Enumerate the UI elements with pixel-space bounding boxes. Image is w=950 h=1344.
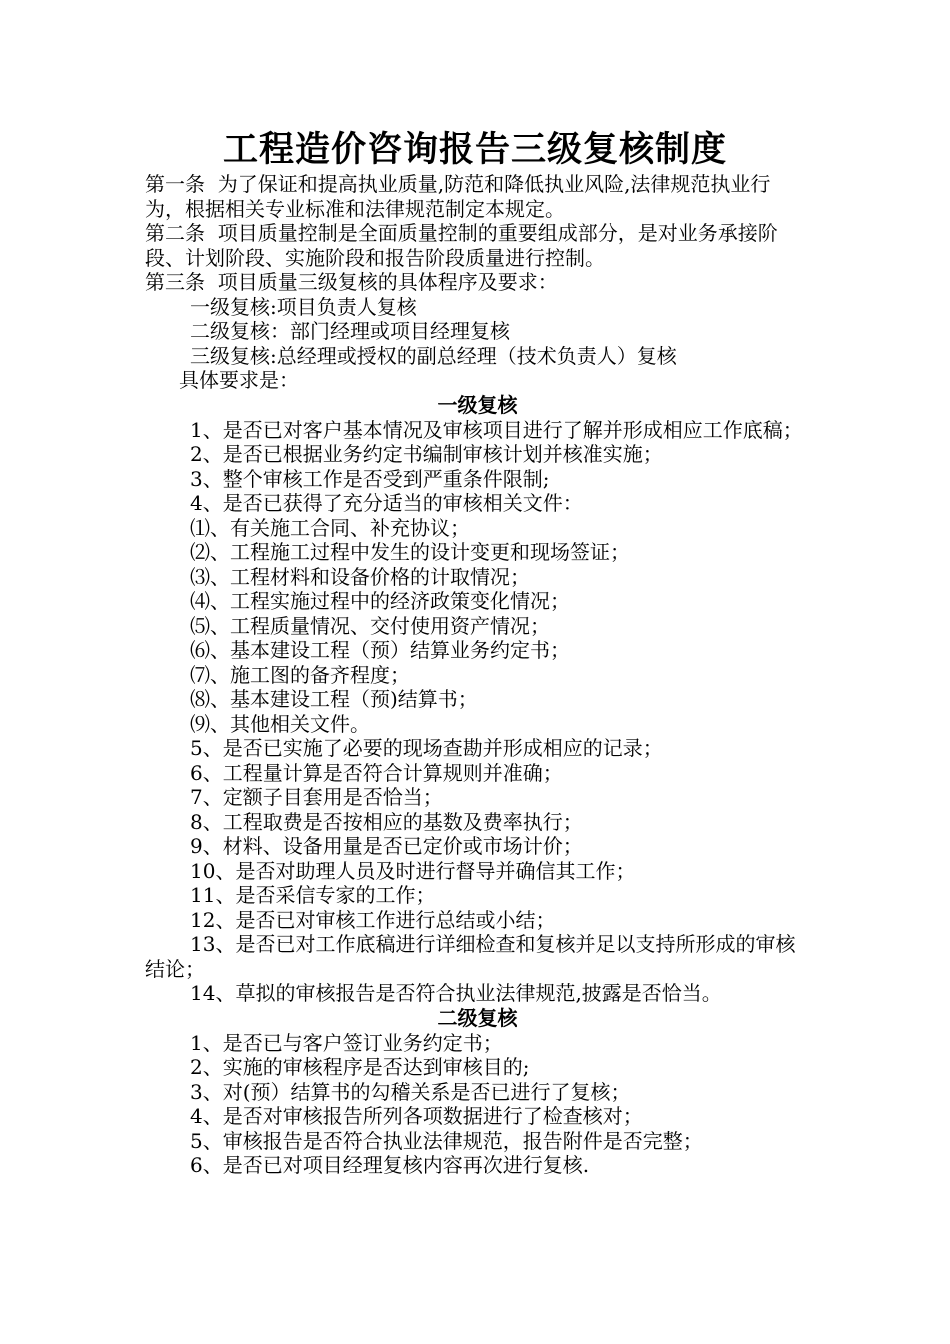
sub-list-item: ⑻、基本建设工程（预)结算书；: [190, 687, 478, 711]
document-body: [145, 172, 810, 1178]
level-item-1: 一级复核:项目负责人复核: [190, 294, 417, 319]
sub-list-item: ⑹、基本建设工程（预）结算业务约定书；: [190, 638, 570, 662]
list-item: 8、工程取费是否按相应的基数及费率执行；: [190, 809, 583, 834]
sub-list-item: ⑺、施工图的备齐程度；: [190, 662, 410, 687]
list-item: 3、整个审核工作是否受到严重条件限制;: [190, 466, 550, 491]
sub-list-item: ⑵、工程施工过程中发生的设计变更和现场签证；: [190, 540, 630, 564]
sub-list-item: ⑷、工程实施过程中的经济政策变化情况；: [190, 589, 570, 613]
list-item: 13、是否已对工作底稿进行详细检查和复核并足以支持所形成的审核结论；: [145, 932, 796, 981]
requirements-intro: 具体要求是：: [179, 368, 299, 392]
sub-list-item: ⑴、有关施工合同、补充协议；: [190, 515, 470, 540]
list-item: 12、是否已对审核工作进行总结或小结；: [190, 907, 556, 932]
list-item: 5、审核报告是否符合执业法律规范，报告附件是否完整；: [190, 1128, 703, 1153]
section-heading-level1: 一级复核: [437, 392, 518, 417]
list-item: 2、是否已根据业务约定书编制审核计划并核准实施；: [190, 442, 663, 466]
list-item: 4、是否对审核报告所列各项数据进行了检查核对；: [190, 1104, 643, 1128]
list-item: 9、材料、设备用量是否已定价或市场计价；: [190, 834, 583, 858]
list-item: 3、对(预）结算书的勾稽关系是否已进行了复核；: [190, 1079, 631, 1104]
level-item-2: 二级复核：部门经理或项目经理复核: [190, 319, 510, 343]
list-item: 1、是否已对客户基本情况及审核项目进行了解并形成相应工作底稿；: [190, 417, 803, 442]
list-item: 5、是否已实施了必要的现场查勘并形成相应的记录；: [190, 736, 663, 760]
sub-list-item: ⑼、其他相关文件。: [190, 711, 370, 736]
level-item-3: 三级复核:总经理或授权的副总经理（技术负责人）复核: [190, 343, 677, 368]
article-1: 第一条 为了保证和提高执业质量,防范和降低执业风险,法律规范执业行为，根据相关专业标准和法律规范制定本规定。: [145, 172, 771, 221]
list-item: 11、是否采信专家的工作；: [190, 883, 436, 907]
list-item: 4、是否已获得了充分适当的审核相关文件：: [190, 491, 583, 515]
sub-list-item: ⑶、工程材料和设备价格的计取情况；: [190, 564, 530, 589]
list-item: 6、是否已对项目经理复核内容再次进行复核.: [190, 1153, 590, 1177]
sub-list-item: ⑸、工程质量情况、交付使用资产情况；: [190, 613, 550, 638]
list-item: 6、工程量计算是否符合计算规则并准确；: [190, 760, 563, 785]
list-item: 10、是否对助理人员及时进行督导并确信其工作；: [190, 858, 636, 883]
article-3: 第三条 项目质量三级复核的具体程序及要求：: [145, 270, 558, 294]
list-item: 14、草拟的审核报告是否符合执业法律规范,披露是否恰当。: [190, 981, 722, 1005]
list-item: 1、是否已与客户签订业务约定书；: [190, 1030, 503, 1055]
document-title: 工程造价咨询报告三级复核制度: [222, 129, 727, 170]
section-heading-level2: 二级复核: [437, 1005, 518, 1030]
article-2: 第二条 项目质量控制是全面质量控制的重要组成部分，是对业务承接阶段、计划阶段、实施阶段和报告阶段质量进行控制。: [145, 221, 778, 270]
list-item: 2、实施的审核程序是否达到审核目的;: [190, 1055, 530, 1079]
list-item: 7、定额子目套用是否恰当；: [190, 785, 443, 809]
